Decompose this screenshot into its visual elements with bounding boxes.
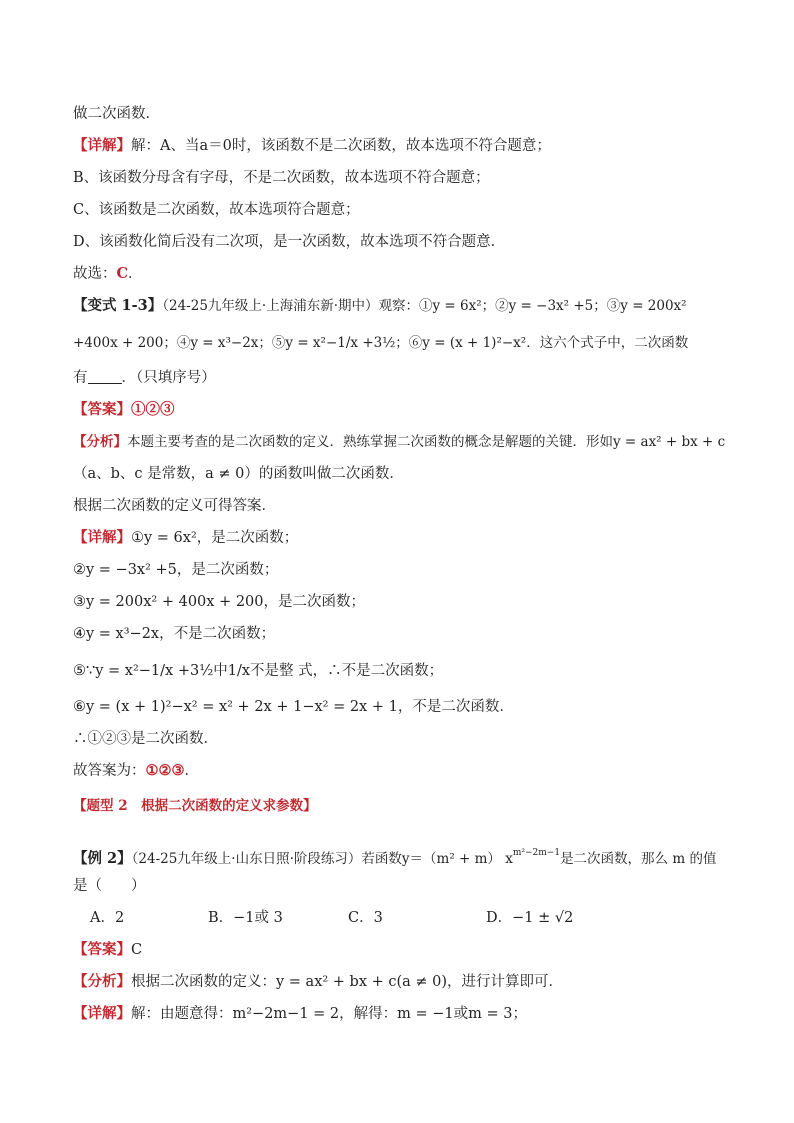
text-line: ⑥y = (x + 1)²−x² = x² + 2x + 1−x² = 2x + 1，不是二次函数．: [73, 699, 514, 715]
option-c: C．3: [348, 910, 383, 926]
detail-line: 【详解】解：A、当a＝0时，该函数不是二次函数，故本选项不符合题意；: [73, 137, 551, 154]
problem-line: 是（ ）: [73, 878, 146, 894]
text-line: ∴①②③是二次函数．: [73, 731, 218, 747]
answer-line: 【答案】①②③: [73, 401, 175, 418]
text-line: ②y = −3x² +5，是二次函数；: [73, 562, 279, 578]
section-tag: 【分析】: [73, 434, 127, 450]
section-heading: 【题型 2 根据二次函数的定义求参数】: [73, 798, 317, 814]
section-tag: 【答案】: [73, 401, 131, 418]
section-tag: 【例 2】: [73, 850, 132, 867]
section-tag: 【详解】: [73, 529, 131, 546]
section-tag: 【详解】: [73, 1005, 131, 1022]
option-d: D．−1 ± √2: [486, 910, 574, 926]
text-line: （a、b、c 是常数，a ≠ 0）的函数叫做二次函数．: [73, 466, 404, 482]
problem-line: +400x + 200；④y = x³−2x；⑤y = x²−1/x +3½；⑥y = (x + 1)²−x²．这六个式子中，二次函数: [73, 335, 689, 351]
text-line: ④y = x³−2x，不是二次函数；: [73, 626, 276, 642]
text-line: 根据二次函数的定义可得答案．: [73, 498, 276, 514]
section-tag: 【变式 1-3】: [73, 297, 163, 314]
section-tag: 【分析】: [73, 973, 131, 990]
analysis-line: 【分析】根据二次函数的定义：y = ax² + bx + c(a ≠ 0)，进行计算即可．: [73, 973, 564, 990]
exponent: m²−2m−1: [512, 848, 561, 858]
text-line: C、该函数是二次函数，故本选项符合题意；: [73, 202, 360, 218]
problem-line: 【变式 1-3】（24-25九年级上·上海浦东新·期中）观察：①y = 6x²；②y = −3x² +5；③y = 200x²: [73, 297, 687, 314]
option-b: B．−1或 3: [208, 910, 283, 926]
analysis-line: 【分析】本题主要考查的是二次函数的定义．熟练掌握二次函数的概念是解题的关键．形如y = ax² + bx + c: [73, 434, 726, 450]
answer-blank: [88, 369, 122, 384]
answer-line: 【答案】C: [73, 941, 143, 958]
detail-line: 【详解】①y = 6x²，是二次函数；: [73, 529, 299, 546]
text-line: ⑤∵y = x²−1/x +3½中1/x不是整 式，∴不是二次函数；: [73, 663, 444, 679]
text-line: ③y = 200x² + 400x + 200，是二次函数；: [73, 594, 365, 610]
problem-line: 有 ．（只填序号）: [73, 370, 216, 386]
section-tag: 【答案】: [73, 941, 131, 958]
answer-line: 故选：C．: [73, 265, 143, 282]
text-line: B、该函数分母含有字母，不是二次函数，故本选项不符合题意；: [73, 170, 490, 186]
section-tag: 【详解】: [73, 137, 131, 154]
text-line: 做二次函数．: [73, 106, 160, 122]
option-a: A．2: [90, 910, 125, 926]
problem-line: 【例 2】（24-25九年级上·山东日照·阶段练习）若函数y＝（m² + m） $x^{m^2-2m-1}$是二次函数，那么 m 的值: [73, 848, 717, 867]
detail-line: 【详解】解：由题意得：m²−2m−1 = 2，解得：m = −1或m = 3；: [73, 1005, 527, 1022]
answer-line: 故答案为：①②③．: [73, 762, 199, 779]
text-line: D、该函数化简后没有二次项，是一次函数，故本选项不符合题意．: [73, 234, 506, 250]
